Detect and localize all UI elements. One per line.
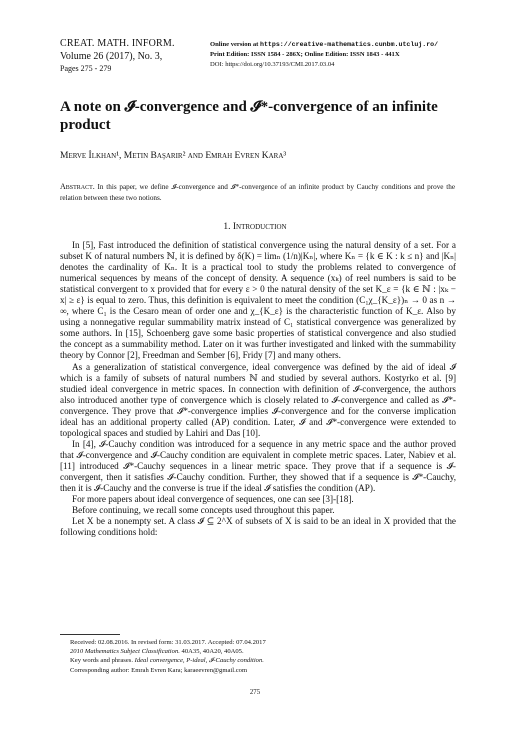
msc-codes: 40A35, 40A20, 40A05. (179, 648, 244, 656)
abstract-text: In this paper, we define 𝓘-convergence and 𝓘*-convergence of an infinite product by Cauchy conditions and prove the relation between these two notions. (60, 183, 456, 202)
received-dates: Received: 02.08.2016. In revised form: 31.03.2017. Accepted: 07.04.2017 (70, 639, 266, 646)
volume-line: Volume 26 (2017), No. 3, (60, 50, 163, 62)
footnotes (70, 638, 450, 675)
abstract (60, 182, 455, 203)
abstract-label: Abstract. (60, 182, 95, 191)
journal-name: CREAT. MATH. INFORM. (60, 38, 175, 49)
footnote-divider (60, 634, 120, 635)
paragraph: Before continuing, we recall some concepts used throughout this paper. (72, 505, 335, 516)
paragraph: In [5], Fast introduced the definition of statistical convergence using the natural density of a set. For a subset K of natural numbers ℕ, it is defined by δ(K) = limₙ (1/n)|Kₙ|, where Kₙ = {k ∈ K : k ≤ n} and |Kₙ| denotes the cardinality of Kₙ. It is a practical tool to study the problems related to convergence of numerical sequences by means of the concept of density. A sequence (xₖ) of reel numbers is said to be statistical convergent to x provided that for every ε > 0 the natural density of the set K_ε = {k ∈ ℕ : |xₖ − x| ≥ ε} is equal to zero. Thus, this definition is equivalent to meet the condition (C₁χ_{K_ε})ₙ → 0 as n → ∞, where C₁ is the Cesaro mean of order one and χ_{K_ε} is the characteristic function of K_ε. Also by using a nonnegative regular summability matrix instead of C₁ statistical convergence was generalized by some authors. In [15], Schoenberg gave some basic properties of statistical convergence and also studied the concept as a summability method. Later on it was further investigated and linked with the summability theory by Connor [2], Freedman and Sember [6], Fridy [7] and many others. (60, 240, 456, 361)
paragraph: In [4], 𝓘-Cauchy condition was introduced for a sequence in any metric space and the author proved that 𝓘-convergence and 𝓘-Cauchy condition are equivalent in complete metric spaces. Later, Nabiev et al. [11] introduced 𝓘*-Cauchy sequences in a linear metric space. They prove that if a sequence is 𝓘-convergent, then it satisfies 𝓘-Cauchy condition. Further, they showed that if a sequence is 𝓘*-Cauchy, then it is 𝓘-Cauchy and the converse is true if the ideal 𝓘 satisfies the condition (AP). (60, 438, 456, 494)
keywords-line (70, 656, 450, 665)
online-url-link[interactable]: https://creative-mathematics.cunbm.utcluj.ro/ (260, 41, 439, 48)
online-prefix: Online version at (210, 41, 261, 48)
online-version-line (210, 40, 438, 50)
corresponding-author: Corresponding author: Emrah Evren Kara; karaeevren@gmail.com (70, 666, 248, 674)
page-number: 275 (249, 689, 261, 696)
body-text (60, 240, 456, 538)
author-list: Merve İlkhan¹, Metin Başarir² and Emrah Evren Kara³ (60, 151, 287, 161)
msc-label: 2010 Mathematics Subject Classification. (70, 648, 180, 656)
paragraph: For more papers about ideal convergence of sequences, one can see [3]-[18]. (72, 494, 354, 505)
page-range: Pages 275 - 279 (60, 64, 112, 73)
paragraph: Let X be a nonempty set. A class 𝓘 ⊆ 2^X of subsets of X is said to be an ideal in X provided that the following conditions hold: (60, 516, 456, 538)
keywords-label: Key words and phrases. (70, 657, 135, 665)
paragraph: As a generalization of statistical convergence, ideal convergence was defined by the aid of ideal 𝓘 which is a family of subsets of natural numbers ℕ and studied by several authors. Kostyrko et al. [9] studied ideal convergence in metric spaces. In connection with definition of 𝓘-convergence, the authors also introduced another type of convergence which is closely related to 𝓘-convergence and called as 𝓘*-convergence. They prove that 𝓘*-convergence implies 𝓘-convergence and for the converse implication ideal has an additional property called (AP) condition. Later, 𝓘 and 𝓘*-convergence were extended to topological spaces and studied by Lahiri and Das [10]. (60, 361, 456, 438)
journal-info (60, 38, 175, 76)
paper-title: A note on 𝓘-convergence and 𝓘*-convergence of an infinite product (60, 99, 438, 133)
msc-line (70, 647, 450, 656)
publication-info (210, 40, 438, 71)
section-heading: 1. Introduction (223, 222, 287, 232)
keywords: Ideal convergence, P-ideal, 𝓘-Cauchy condition. (134, 657, 264, 665)
issn-line: Print Edition: ISSN 1584 - 286X; Online Edition: ISSN 1843 - 441X (210, 51, 400, 59)
doi-link[interactable]: DOI: https://doi.org/10.37193/CMI.2017.03.04 (210, 61, 335, 69)
